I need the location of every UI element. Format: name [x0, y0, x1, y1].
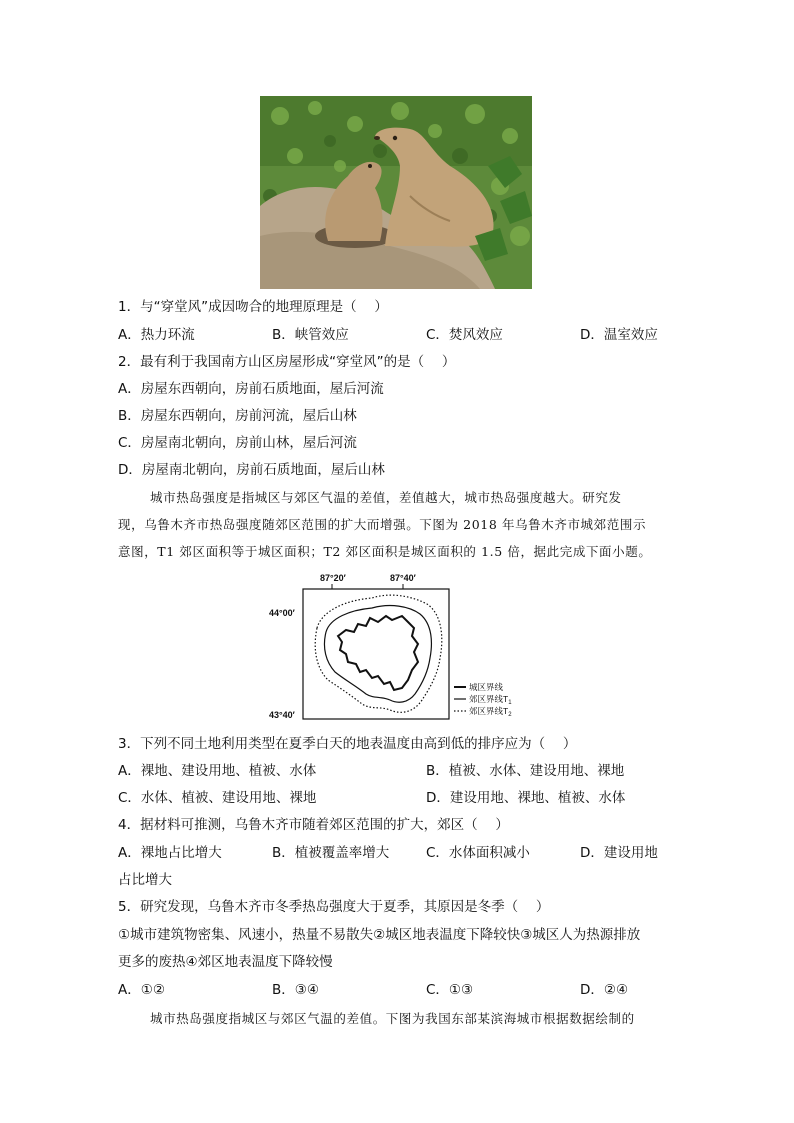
question-4-stem: 4．据材料可推测，乌鲁木齐市随着郊区范围的扩大，郊区（ ） [118, 817, 509, 833]
q3-option-d: D．建设用地、裸地、植被、水体 [426, 790, 626, 806]
q4-option-a: A．裸地占比增大 [118, 845, 222, 861]
urumqi-boundary-map [262, 570, 534, 722]
q3-option-c: C．水体、植被、建设用地、裸地 [118, 790, 317, 806]
intro1-line-2: 现，乌鲁木齐市热岛强度随郊区范围的扩大而增强。下图为 2018 年乌鲁木齐市城郊范围示 [118, 517, 647, 532]
question-5-stem: 5．研究发现，乌鲁木齐市冬季热岛强度大于夏季，其原因是冬季（ ） [118, 899, 550, 915]
q2-option-c: C．房屋南北朝向，房前山林，屋后河流 [118, 435, 357, 451]
q2-option-a: A．房屋东西朝向，房前石质地面，屋后河流 [118, 381, 384, 397]
q1-option-a: A．热力环流 [118, 327, 195, 343]
legend-t2-text: 郊区界线T [469, 706, 509, 716]
legend-t1-text: 郊区界线T [469, 694, 509, 704]
question-1-stem: 1．与“穿堂风”成因吻合的地理原理是（ ） [118, 299, 388, 315]
intro2-line-1: 城市热岛强度指城区与郊区气温的差值。下图为我国东部某滨海城市根据数据绘制的 [150, 1011, 635, 1026]
q3-option-b: B．植被、水体、建设用地、裸地 [426, 763, 625, 779]
legend-t2-subscript: 2 [508, 712, 512, 718]
lon-label-left: 87°20′ [320, 573, 346, 583]
q4-option-d-continuation: 占比增大 [118, 872, 172, 888]
q5-option-c: C．①③ [426, 982, 474, 998]
q4-option-c: C．水体面积减小 [426, 845, 530, 861]
intro1-line-3: 意图，T1 郊区面积等于城区面积；T2 郊区面积是城区面积的 1.5 倍，据此完成下面小题。 [118, 544, 652, 559]
q1-option-b: B．峡管效应 [272, 327, 349, 343]
legend-t2 [469, 706, 512, 718]
city-boundary [338, 616, 418, 690]
lat-label-top: 44°00′ [269, 608, 295, 618]
legend-city: 城区界线 [469, 682, 504, 692]
q3-option-a: A．裸地、建设用地、植被、水体 [118, 763, 317, 779]
q4-option-b: B．植被覆盖率增大 [272, 845, 390, 861]
q4-option-d: D．建设用地 [580, 845, 658, 861]
prairie-dogs-photo [260, 96, 532, 289]
lon-label-right: 87°40′ [390, 573, 416, 583]
q2-option-d: D．房屋南北朝向，房前石质地面，屋后山林 [118, 462, 385, 478]
lat-label-bottom: 43°40′ [269, 710, 295, 720]
q5-option-a: A．①② [118, 982, 165, 998]
question-3-stem: 3．下列不同土地利用类型在夏季白天的地表温度由高到低的排序应为（ ） [118, 736, 577, 752]
legend-t1-subscript: 1 [508, 700, 512, 706]
q5-option-d: D．②④ [580, 982, 629, 998]
legend-t1 [469, 694, 512, 706]
q1-option-d: D．温室效应 [580, 327, 658, 343]
intro1-line-1: 城市热岛强度是指城区与郊区气温的差值，差值越大，城市热岛强度越大。研究发 [150, 490, 622, 505]
question-2-stem: 2．最有利于我国南方山区房屋形成“穿堂风”的是（ ） [118, 354, 456, 370]
q5-statements-line-2: 更多的废热④郊区地表温度下降较慢 [118, 954, 333, 970]
q5-statements-line-1: ①城市建筑物密集、风速小，热量不易散失②城区地表温度下降较快③城区人为热源排放 [118, 927, 641, 943]
q2-option-b: B．房屋东西朝向，房前河流，屋后山林 [118, 408, 357, 424]
q5-option-b: B．③④ [272, 982, 319, 998]
suburb-boundary-t2 [315, 595, 442, 712]
q1-option-c: C．焚风效应 [426, 327, 503, 343]
